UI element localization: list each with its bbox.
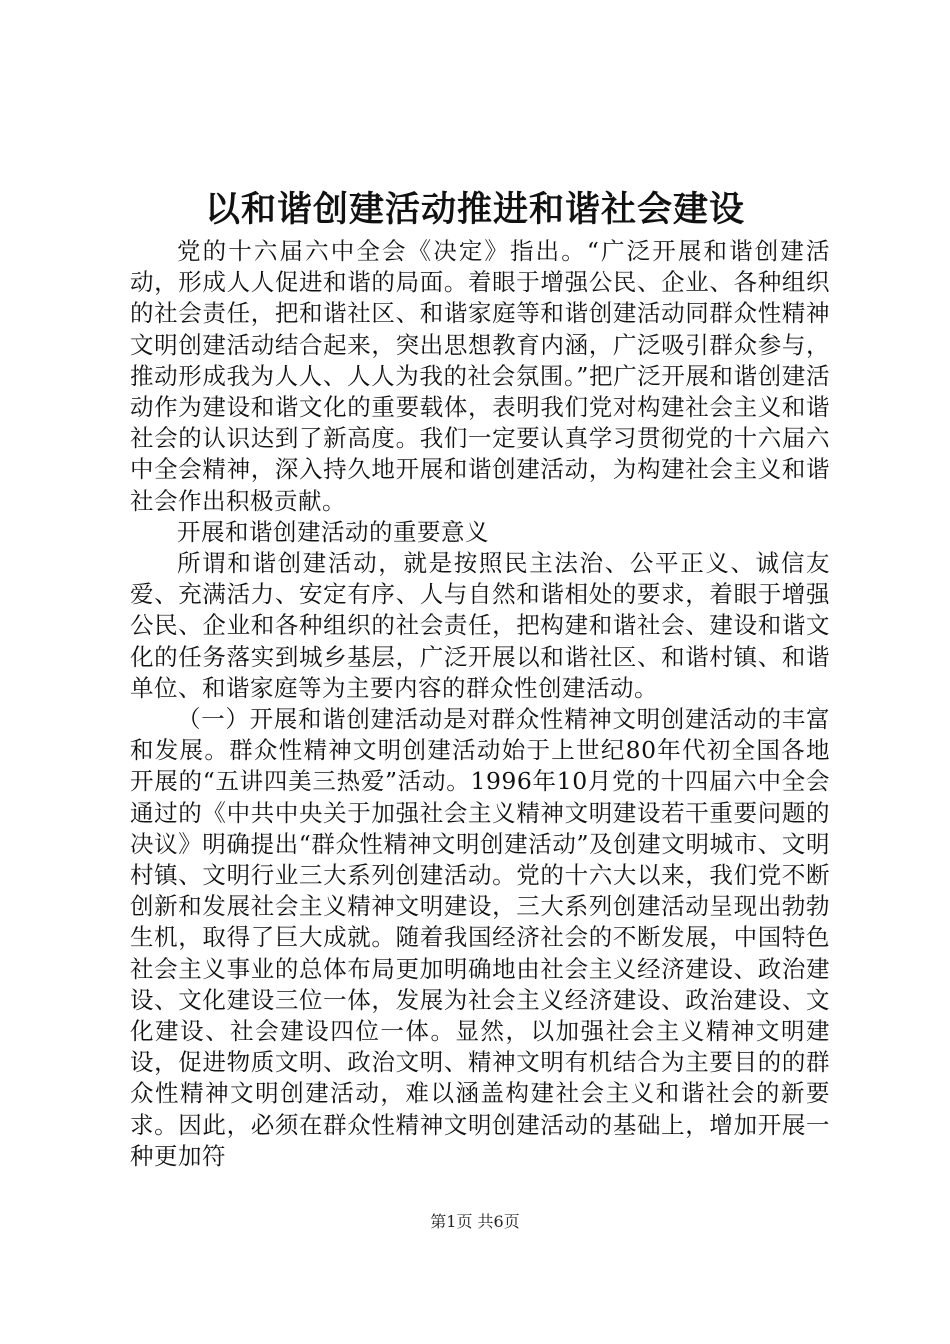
paragraph-point-one: （一）开展和谐创建活动是对群众性精神文明创建活动的丰富和发展。群众性精神文明创建活动始于上世纪80年代初全国各地开展的“五讲四美三热爱”活动。1996年10月党的十四届六中全会通过的《中共中央关于加强社会主义精神文明建设若干重要问题的决议》明确提出“群众性精神文明创建活动”及创建文明城市、文明村镇、文明行业三大系列创建活动。党的十六大以来，我们党不断创新和发展社会主义精神文明建设，三大系列创建活动呈现出勃勃生机，取得了巨大成就。随着我国经济社会的不断发展，中国特色社会主义事业的总体布局更加明确地由社会主义经济建设、政治建设、文化建设三位一体，发展为社会主义经济建设、政治建设、文化建设、社会建设四位一体。显然，以加强社会主义精神文明建设，促进物质文明、政治文明、精神文明有机结合为主要目的的群众性精神文明创建活动，难以涵盖构建社会主义和谐社会的新要求。因此，必须在群众性精神文明创建活动的基础上，增加开展一种更加符 <box>130 705 830 1170</box>
document-body <box>130 236 830 1172</box>
paragraph-intro: 党的十六届六中全会《决定》指出。“广泛开展和谐创建活动，形成人人促进和谐的局面。着眼于增强公民、企业、各种组织的社会责任，把和谐社区、和谐家庭等和谐创建活动同群众性精神文明创建活动结合起来，突出思想教育内涵，广泛吸引群众参与，推动形成我为人人、人人为我的社会氛围。”把广泛开展和谐创建活动作为建设和谐文化的重要载体，表明我们党对构建社会主义和谐社会的认识达到了新高度。我们一定要认真学习贯彻党的十六届六中全会精神，深入持久地开展和谐创建活动，为构建社会主义和谐社会作出积极贡献。 <box>130 237 830 515</box>
paragraph-definition: 所谓和谐创建活动，就是按照民主法治、公平正义、诚信友爱、充满活力、安定有序、人与自然和谐相处的要求，着眼于增强公民、企业和各种组织的社会责任，把构建和谐社会、建设和谐文化的任务落实到城乡基层，广泛开展以和谐社区、和谐村镇、和谐单位、和谐家庭等为主要内容的群众性创建活动。 <box>130 549 830 702</box>
page-footer: 第1页 共6页 <box>430 1212 520 1231</box>
document-title: 以和谐创建活动推进和谐社会建设 <box>204 189 745 230</box>
section-heading: 开展和谐创建活动的重要意义 <box>177 517 489 546</box>
